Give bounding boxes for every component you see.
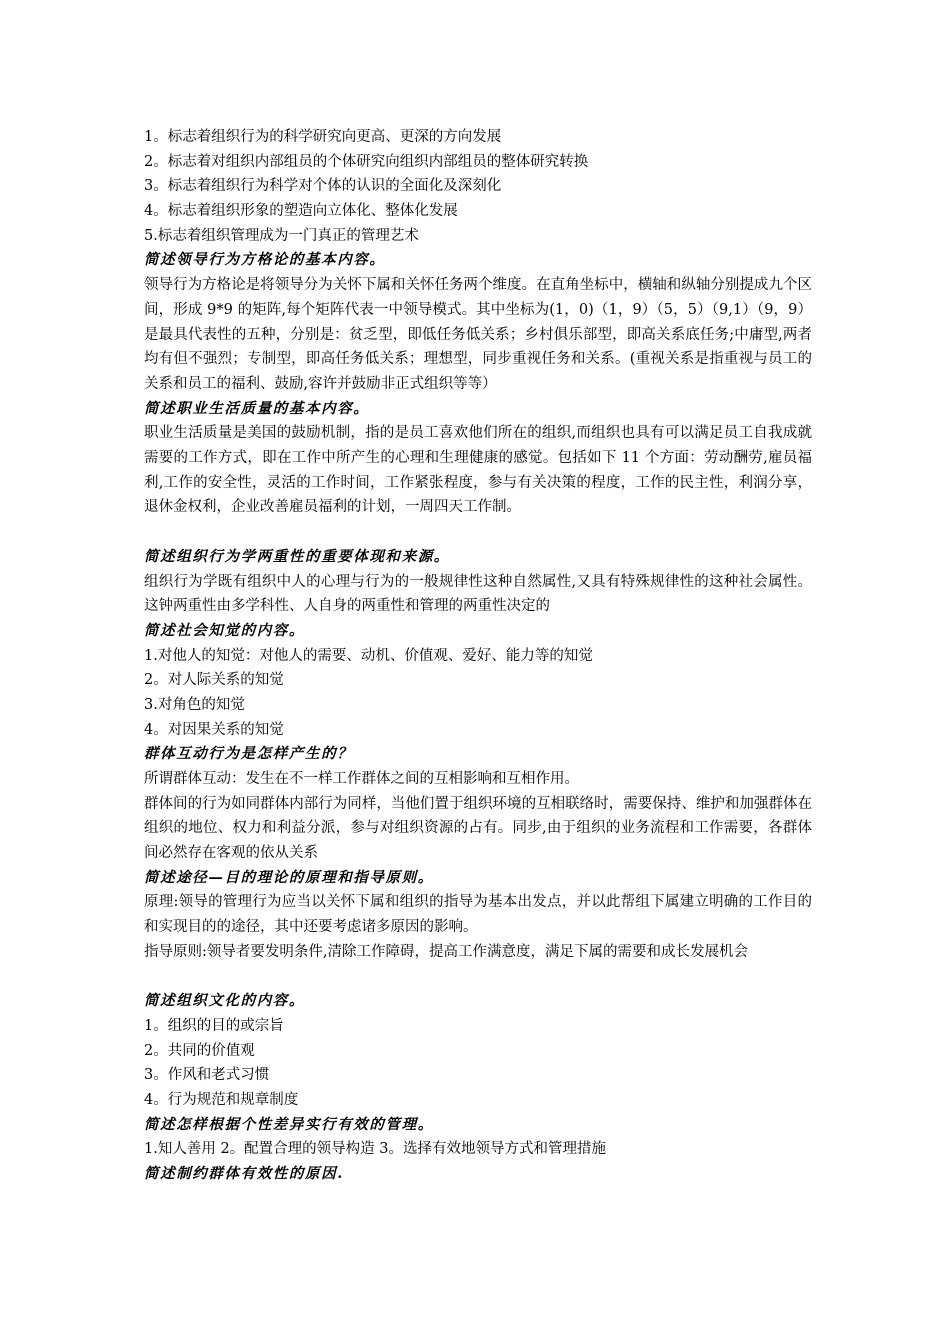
section-heading: 群体互动行为是怎样产生的？	[144, 745, 354, 763]
section-paragraph: 原理:领导的管理行为应当以关怀下属和组织的指导为基本出发点，并以此帮组下属建立明确的工作目的和实现目的的途径，其中还要考虑诸多原因的影响。	[144, 894, 812, 936]
section-paragraph: 领导行为方格论是将领导分为关怀下属和关怀任务两个维度。在直角坐标中，横轴和纵轴分别提成九个区间，形成 9*9 的矩阵,每个矩阵代表一中领导模式。其中坐标为(1，0)（1，9）（5，5）（9,1）（9，9）是最具代表性的五种，分别是：贫乏型，即低任务低关系；乡村俱乐部型，即高关系底任务;中庸型,两者均有但不强烈；专制型，即高任务低关系；理想型，同步重视任务和关系。(重视关系是指重视与员工的关系和员工的福利、鼓励,容许并鼓励非正式组织等等）	[144, 277, 812, 392]
list-item: 5.标志着组织管理成为一门真正的管理艺术	[144, 227, 419, 244]
list-item: 1。组织的目的或宗旨	[144, 1017, 284, 1034]
list-item: 2。共同的价值观	[144, 1042, 255, 1059]
list-item: 4。标志着组织形象的塑造向立体化、整体化发展	[144, 203, 458, 220]
list-item: 2。标志着对组织内部组员的个体研究向组织内部组员的整体研究转换	[144, 153, 589, 170]
section-heading: 简述制约群体有效性的原因.	[144, 1165, 344, 1183]
list-item: 3。标志着组织行为科学对个体的认识的全面化及深刻化	[144, 178, 502, 195]
list-item: 4。对因果关系的知觉	[144, 721, 284, 738]
list-item: 3。作风和老式习惯	[144, 1067, 270, 1084]
list-item: 1.对他人的知觉：对他人的需要、动机、价值观、爱好、能力等的知觉	[144, 647, 593, 664]
section-heading: 简述社会知觉的内容。	[144, 621, 305, 639]
section-paragraph: 指导原则:领导者要发明条件,清除工作障碍，提高工作满意度，满足下属的需要和成长发展机会	[144, 943, 748, 960]
section-paragraph: 所谓群体互动：发生在不一样工作群体之间的互相影响和互相作用。	[144, 771, 579, 788]
list-item: 3.对角色的知觉	[144, 696, 245, 713]
section-paragraph: 群体间的行为如同群体内部行为同样，当他们置于组织环境的互相联络时，需要保持、维护和加强群体在组织的地位、权力和利益分派，参与对组织资源的占有。同步,由于组织的业务流程和工作需要，各群体间必然存在客观的依从关系	[144, 795, 812, 862]
section-heading: 简述组织行为学两重性的重要体现和来源。	[144, 547, 450, 565]
section-paragraph: 1.知人善用 2。配置合理的领导构造 3。选择有效地领导方式和管理措施	[144, 1141, 607, 1158]
section-paragraph: 组织行为学既有组织中人的心理与行为的一般规律性这种自然属性,又具有特殊规律性的这种社会属性。这钟两重性由多学科性、人自身的两重性和管理的两重性决定的	[144, 573, 812, 615]
list-item: 2。对人际关系的知觉	[144, 672, 284, 689]
list-item: 1。标志着组织行为的科学研究向更高、更深的方向发展	[144, 129, 502, 145]
section-heading: 简述领导行为方格论的基本内容。	[144, 251, 386, 269]
section-heading: 简述职业生活质量的基本内容。	[144, 399, 370, 417]
section-heading: 简述途径—目的理论的原理和指导原则。	[144, 868, 434, 886]
section-paragraph: 职业生活质量是美国的鼓励机制，指的是员工喜欢他们所在的组织,而组织也具有可以满足员工自我成就需要的工作方式，即在工作中所产生的心理和生理健康的感觉。包括如下 11 个方面：劳动酬劳,雇员福利,工作的安全性，灵活的工作时间，工作紧张程度，参与有关决策的程度，工作的民主性，利润分享，退休金权利，企业改善雇员福利的计划，一周四天工作制。	[144, 425, 812, 516]
list-item: 4。行为规范和规章制度	[144, 1092, 299, 1109]
section-heading: 简述组织文化的内容。	[144, 992, 305, 1010]
document-page	[144, 125, 812, 1187]
section-heading: 简述怎样根据个性差异实行有效的管理。	[144, 1115, 434, 1133]
